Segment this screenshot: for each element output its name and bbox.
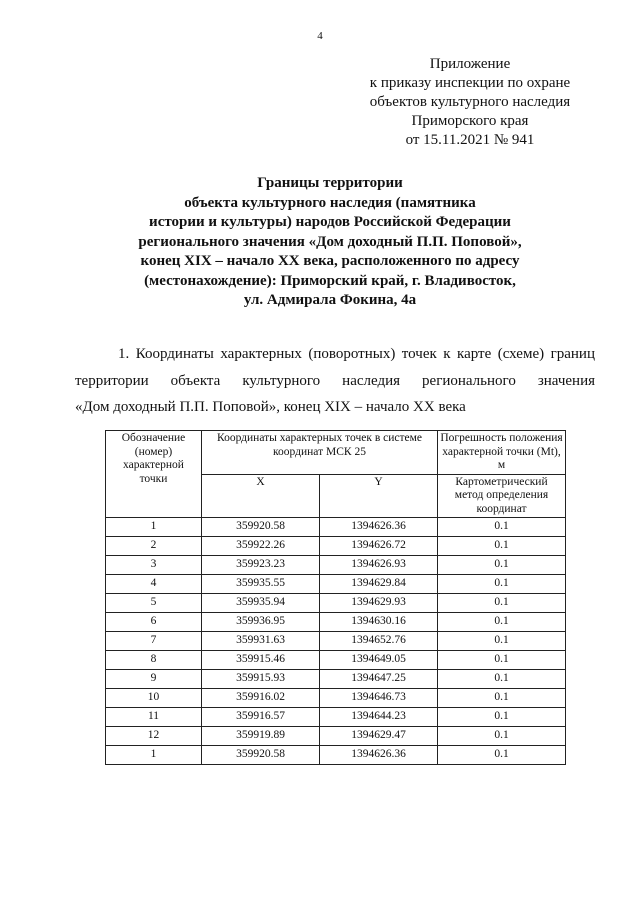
paragraph-line-1: 1. Координаты характерных (поворотных) точек к карте (схеме) границ <box>118 346 595 362</box>
x-coordinate-cell: 359935.55 <box>202 575 320 594</box>
x-coordinate-cell: 359920.58 <box>202 746 320 765</box>
title-line: конец XIX – начало XX века, расположенного по адресу <box>140 253 520 269</box>
table-row <box>106 670 566 689</box>
x-coordinate-cell: 359923.23 <box>202 556 320 575</box>
title-line: истории и культуры) народов Российской Федерации <box>149 214 511 230</box>
header-y: Y <box>320 474 438 518</box>
header-point-number: Обозначение (номер) характерной точки <box>106 431 202 518</box>
point-number-cell: 10 <box>106 689 202 708</box>
table-body <box>106 518 566 765</box>
x-coordinate-cell: 359919.89 <box>202 727 320 746</box>
table-row <box>106 575 566 594</box>
appendix-line: от 15.11.2021 № 941 <box>405 132 535 148</box>
x-coordinate-cell: 359915.93 <box>202 670 320 689</box>
point-number-cell: 1 <box>106 746 202 765</box>
point-number-cell: 9 <box>106 670 202 689</box>
x-coordinate-cell: 359916.02 <box>202 689 320 708</box>
y-coordinate-cell: 1394629.84 <box>320 575 438 594</box>
table-row <box>106 689 566 708</box>
y-coordinate-cell: 1394646.73 <box>320 689 438 708</box>
header-coordinates: Координаты характерных точек в системе координат МСК 25 <box>202 431 438 475</box>
error-value-cell: 0.1 <box>438 708 566 727</box>
title-line: ул. Адмирала Фокина, 4а <box>243 292 417 308</box>
coordinates-table <box>105 430 566 765</box>
point-number-cell: 5 <box>106 594 202 613</box>
y-coordinate-cell: 1394647.25 <box>320 670 438 689</box>
title-line: Границы территории <box>257 175 403 191</box>
error-value-cell: 0.1 <box>438 689 566 708</box>
y-coordinate-cell: 1394649.05 <box>320 651 438 670</box>
header-error: Погрешность положения характерной точки (Mt), м <box>438 431 566 475</box>
y-coordinate-cell: 1394630.16 <box>320 613 438 632</box>
y-coordinate-cell: 1394626.36 <box>320 746 438 765</box>
header-x: X <box>202 474 320 518</box>
error-value-cell: 0.1 <box>438 575 566 594</box>
x-coordinate-cell: 359935.94 <box>202 594 320 613</box>
paragraph-line-3: «Дом доходный П.П. Поповой», конец XIX – начало XX века <box>75 399 466 415</box>
appendix-line: Приложение <box>429 56 511 72</box>
appendix-block <box>340 55 600 150</box>
error-value-cell: 0.1 <box>438 613 566 632</box>
table-row <box>106 727 566 746</box>
x-coordinate-cell: 359922.26 <box>202 537 320 556</box>
table-row <box>106 651 566 670</box>
error-value-cell: 0.1 <box>438 670 566 689</box>
x-coordinate-cell: 359931.63 <box>202 632 320 651</box>
error-value-cell: 0.1 <box>438 746 566 765</box>
point-number-cell: 8 <box>106 651 202 670</box>
paragraph-word: значения <box>537 373 595 389</box>
page-number: 4 <box>317 30 323 42</box>
paragraph-word: регионального <box>422 373 516 389</box>
y-coordinate-cell: 1394629.47 <box>320 727 438 746</box>
document-title <box>60 174 600 311</box>
error-value-cell: 0.1 <box>438 518 566 537</box>
table-row <box>106 708 566 727</box>
y-coordinate-cell: 1394629.93 <box>320 594 438 613</box>
error-value-cell: 0.1 <box>438 727 566 746</box>
x-coordinate-cell: 359916.57 <box>202 708 320 727</box>
y-coordinate-cell: 1394626.93 <box>320 556 438 575</box>
title-line: объекта культурного наследия (памятника <box>184 194 476 211</box>
table-row <box>106 537 566 556</box>
paragraph-word: культурного <box>242 373 321 389</box>
error-value-cell: 0.1 <box>438 632 566 651</box>
paragraph-word: наследия <box>342 373 401 389</box>
appendix-line: Приморского края <box>411 113 529 129</box>
y-coordinate-cell: 1394644.23 <box>320 708 438 727</box>
table-row <box>106 632 566 651</box>
point-number-cell: 2 <box>106 537 202 556</box>
table-row <box>106 518 566 537</box>
table-row <box>106 746 566 765</box>
x-coordinate-cell: 359936.95 <box>202 613 320 632</box>
error-value-cell: 0.1 <box>438 537 566 556</box>
error-value-cell: 0.1 <box>438 556 566 575</box>
paragraph-word: объекта <box>170 373 221 389</box>
appendix-line: объектов культурного наследия <box>369 94 571 110</box>
x-coordinate-cell: 359920.58 <box>202 518 320 537</box>
paragraph-line-2 <box>75 371 595 391</box>
paragraph-word: территории <box>75 373 149 389</box>
table-row <box>106 594 566 613</box>
table-row <box>106 556 566 575</box>
y-coordinate-cell: 1394652.76 <box>320 632 438 651</box>
point-number-cell: 6 <box>106 613 202 632</box>
header-method: Картометрический метод определения координат <box>438 474 566 518</box>
point-number-cell: 11 <box>106 708 202 727</box>
error-value-cell: 0.1 <box>438 651 566 670</box>
point-number-cell: 12 <box>106 727 202 746</box>
x-coordinate-cell: 359915.46 <box>202 651 320 670</box>
y-coordinate-cell: 1394626.36 <box>320 518 438 537</box>
title-line: регионального значения «Дом доходный П.П. Поповой», <box>138 233 522 250</box>
appendix-line: к приказу инспекции по охране <box>369 75 571 91</box>
error-value-cell: 0.1 <box>438 594 566 613</box>
point-number-cell: 3 <box>106 556 202 575</box>
table-row <box>106 613 566 632</box>
point-number-cell: 1 <box>106 518 202 537</box>
y-coordinate-cell: 1394626.72 <box>320 537 438 556</box>
point-number-cell: 7 <box>106 632 202 651</box>
point-number-cell: 4 <box>106 575 202 594</box>
title-line: (местонахождение): Приморский край, г. Владивосток, <box>144 272 516 289</box>
